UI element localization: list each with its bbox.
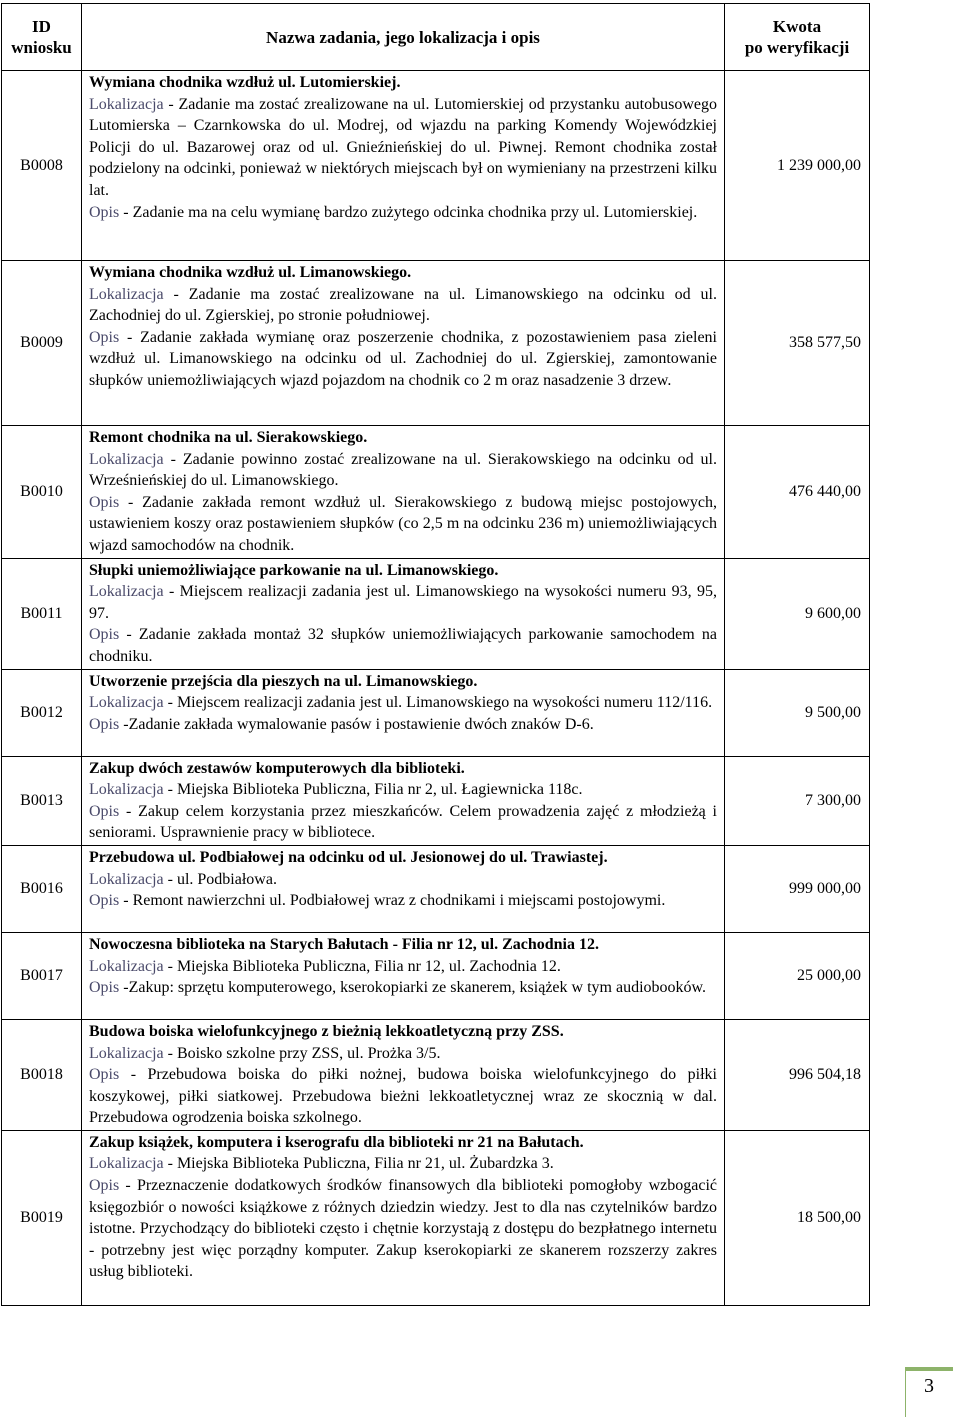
location-label: Lokalizacja <box>89 285 164 303</box>
table-row <box>2 1130 870 1305</box>
task-title: Wymiana chodnika wzdłuż ul. Lutomierskiej. <box>89 74 401 91</box>
description-label: Opis <box>89 626 120 644</box>
location-label: Lokalizacja <box>89 870 164 888</box>
task-title: Utworzenie przejścia dla pieszych na ul. Limanowskiego. <box>89 672 478 690</box>
page-number: 3 <box>924 1375 934 1397</box>
table-row <box>2 1019 870 1130</box>
task-title: Przebudowa ul. Podbiałowej na odcinku od ul. Jesionowej do ul. Trawiastej. <box>89 848 608 866</box>
row-amount: 476 440,00 <box>725 426 870 559</box>
description-text: - Zadanie zakłada wymianę oraz poszerzenie chodnika, z pozostawieniem pasa zieleni wzdłuż ul. Limanowskiego na odcinku od ul. Zachodniej do ul. Zgierskiej, zamontowanie słupków uniemożliwiających wjazd pojazdom na chodnik co 2 m oraz nasadzenie 3 drzew. <box>89 328 717 389</box>
location-label: Lokalizacja <box>89 95 164 113</box>
task-title: Wymiana chodnika wzdłuż ul. Limanowskiego. <box>89 264 412 281</box>
description-label: Opis <box>89 1066 120 1084</box>
table-row <box>2 669 870 756</box>
description-paragraph <box>89 977 717 999</box>
page-number-mark <box>905 1367 953 1417</box>
description-label: Opis <box>89 892 120 910</box>
row-description <box>82 932 725 1019</box>
row-amount: 18 500,00 <box>725 1130 870 1305</box>
location-paragraph <box>89 692 717 714</box>
location-label: Lokalizacja <box>89 1044 164 1062</box>
description-paragraph <box>89 1064 717 1129</box>
row-description <box>82 669 725 756</box>
location-text: - Zadanie ma zostać zrealizowane na ul. Limanowskiego na odcinku od ul. Zachodniej do ul. Zgierskiej, po stronie południowej. <box>89 285 717 325</box>
task-title: Remont chodnika na ul. Sierakowskiego. <box>89 429 368 446</box>
location-paragraph <box>89 1153 717 1175</box>
location-text: - Zadanie ma zostać zrealizowane na ul. Lutomierskiej od przystanku autobusowego Lutomierska – Czarnkowska do ul. Modrej, od wjazdu na parking Komendy Wojewódzkiej Policji do ul. Bazarowej oraz od ul. Gnieźnieńskiej do ul. Piwnej. Remont chodnika został podzielony na odcinki, ponieważ w niektórych miejscach był on wymieniany na przestrzeni kilku lat. <box>89 95 717 199</box>
location-paragraph <box>89 449 717 492</box>
description-paragraph <box>89 801 717 844</box>
location-text: - Zadanie powinno zostać zrealizowane na ul. Sierakowskiego na odcinku od ul. Wrześnieńskiej do ul. Limanowskiego. <box>89 450 717 490</box>
task-title: Zakup dwóch zestawów komputerowych dla biblioteki. <box>89 759 465 777</box>
row-description <box>82 1130 725 1305</box>
task-title: Zakup książek, komputera i kserografu dla biblioteki nr 21 na Bałutach. <box>89 1133 584 1151</box>
description-text: - Przeznaczenie dodatkowych środków finansowych dla biblioteki pomogłoby wzbogacić księgozbiór o nowości książkowe z różnych dziedzin wiedzy. Jest to dla nas czytelników bardzo istotne. Przychodzący do biblioteki często i chętnie korzystają z dostępu do bezpłatnego internetu - potrzebny jest więc porządny komputer. Zakup kserokopiarki ze skanerem rozszerzy zakres usług biblioteki. <box>89 1177 717 1281</box>
row-amount: 1 239 000,00 <box>725 71 870 261</box>
location-text: - Miejscem realizacji zadania jest ul. Limanowskiego na wysokości numeru 93, 95, 97. <box>89 583 717 622</box>
row-id: B0009 <box>2 261 82 426</box>
location-paragraph <box>89 581 717 624</box>
header-amount-line2: po weryfikacji <box>744 38 850 57</box>
description-label: Opis <box>89 203 120 221</box>
description-text: - Zadanie zakłada montaż 32 słupków uniemożliwiających parkowanie samochodem na chodniku. <box>89 626 717 665</box>
location-label: Lokalizacja <box>89 1155 164 1173</box>
table-row <box>2 71 870 261</box>
location-label: Lokalizacja <box>89 583 164 601</box>
row-amount: 9 600,00 <box>725 558 870 669</box>
row-description <box>82 71 725 261</box>
location-paragraph <box>89 284 717 327</box>
row-description <box>82 426 725 559</box>
table-header-row <box>2 4 870 71</box>
location-label: Lokalizacja <box>89 694 164 712</box>
description-text: - Przebudowa boiska do piłki nożnej, budowa boiska wielofunkcyjnego do piłki koszykowej, piłki siatkowej. Przebudowa bieżni lekkoatletycznej wraz ze skocznią w dal. Przebudowa ogrodzenia boiska szkolnego. <box>89 1066 717 1127</box>
row-id: B0018 <box>2 1019 82 1130</box>
row-amount: 9 500,00 <box>725 669 870 756</box>
table-row <box>2 756 870 845</box>
row-amount: 999 000,00 <box>725 845 870 932</box>
row-description <box>82 1019 725 1130</box>
description-paragraph <box>89 492 717 557</box>
description-label: Opis <box>89 802 120 820</box>
row-id: B0010 <box>2 426 82 559</box>
row-description <box>82 261 725 426</box>
location-label: Lokalizacja <box>89 781 164 799</box>
row-description <box>82 756 725 845</box>
location-paragraph <box>89 869 717 891</box>
location-paragraph <box>89 94 717 202</box>
row-amount: 7 300,00 <box>725 756 870 845</box>
description-paragraph <box>89 624 717 667</box>
location-text: - Miejska Biblioteka Publiczna, Filia nr 12, ul. Zachodnia 12. <box>163 957 561 975</box>
description-label: Opis <box>89 979 120 997</box>
row-id: B0016 <box>2 845 82 932</box>
task-title: Słupki uniemożliwiające parkowanie na ul. Limanowskiego. <box>89 561 499 579</box>
row-id: B0012 <box>2 669 82 756</box>
location-text: - Miejscem realizacji zadania jest ul. Limanowskiego na wysokości numeru 112/116. <box>163 694 713 712</box>
page-mark-bar <box>905 1367 953 1371</box>
location-text: - Miejska Biblioteka Publiczna, Filia nr 2, ul. Łagiewnicka 118c. <box>163 781 583 799</box>
location-text: - Boisko szkolne przy ZSS, ul. Prożka 3/5. <box>163 1044 441 1062</box>
description-text: - Zadanie ma na celu wymianę bardzo zużytego odcinka chodnika przy ul. Lutomierskiej. <box>119 203 698 221</box>
header-id <box>2 4 82 71</box>
description-text: -Zakup: sprzętu komputerowego, kserokopiarki ze skanerem, książek w tym audiobooków. <box>119 979 707 997</box>
description-text: -Zadanie zakłada wymalowanie pasów i postawienie dwóch znaków D-6. <box>119 715 594 733</box>
location-label: Lokalizacja <box>89 450 164 468</box>
location-paragraph <box>89 956 717 978</box>
description-text: - Zadanie zakłada remont wzdłuż ul. Sierakowskiego z budową miejsc postojowych, ustawieniem koszy oraz postawieniem słupków (co 2,5 m na odcinku 236 m) uniemożliwiających wjazd samochodów na chodnik. <box>89 493 717 554</box>
location-paragraph <box>89 1043 717 1065</box>
row-id: B0008 <box>2 71 82 261</box>
table-row <box>2 932 870 1019</box>
table-row <box>2 845 870 932</box>
description-label: Opis <box>89 493 120 511</box>
location-text: - Miejska Biblioteka Publiczna, Filia nr 21, ul. Żubardzka 3. <box>163 1155 554 1173</box>
description-paragraph <box>89 890 717 912</box>
description-label: Opis <box>89 715 120 733</box>
table-row <box>2 261 870 426</box>
table-row <box>2 426 870 559</box>
header-amount-line1: Kwota <box>772 17 822 36</box>
task-title: Nowoczesna biblioteka na Starych Bałutach - Filia nr 12, ul. Zachodnia 12. <box>89 935 599 953</box>
description-paragraph <box>89 202 717 224</box>
header-id-line1: ID <box>32 17 51 36</box>
description-paragraph <box>89 327 717 392</box>
row-description <box>82 558 725 669</box>
description-paragraph <box>89 1175 717 1283</box>
description-label: Opis <box>89 1177 120 1195</box>
row-id: B0011 <box>2 558 82 669</box>
description-text: - Zakup celem korzystania przez mieszkańców. Celem prowadzenia zajęć z młodzieżą i seniorami. Usprawnienie pracy w bibliotece. <box>89 802 717 842</box>
row-description <box>82 845 725 932</box>
budget-table <box>1 3 870 1306</box>
location-text: - ul. Podbiałowa. <box>163 870 277 888</box>
header-amount <box>725 4 870 71</box>
location-paragraph <box>89 779 717 801</box>
location-label: Lokalizacja <box>89 957 164 975</box>
row-id: B0017 <box>2 932 82 1019</box>
header-name: Nazwa zadania, jego lokalizacja i opis <box>82 4 725 71</box>
description-label: Opis <box>89 328 120 346</box>
row-amount: 996 504,18 <box>725 1019 870 1130</box>
description-paragraph <box>89 714 717 736</box>
task-title: Budowa boiska wielofunkcyjnego z bieżnią lekkoatletyczną przy ZSS. <box>89 1022 564 1040</box>
row-id: B0013 <box>2 756 82 845</box>
row-amount: 25 000,00 <box>725 932 870 1019</box>
header-id-line2: wniosku <box>11 38 72 57</box>
row-id: B0019 <box>2 1130 82 1305</box>
table-row <box>2 558 870 669</box>
description-text: - Remont nawierzchni ul. Podbiałowej wraz z chodnikami i miejscami postojowymi. <box>119 892 666 910</box>
row-amount: 358 577,50 <box>725 261 870 426</box>
